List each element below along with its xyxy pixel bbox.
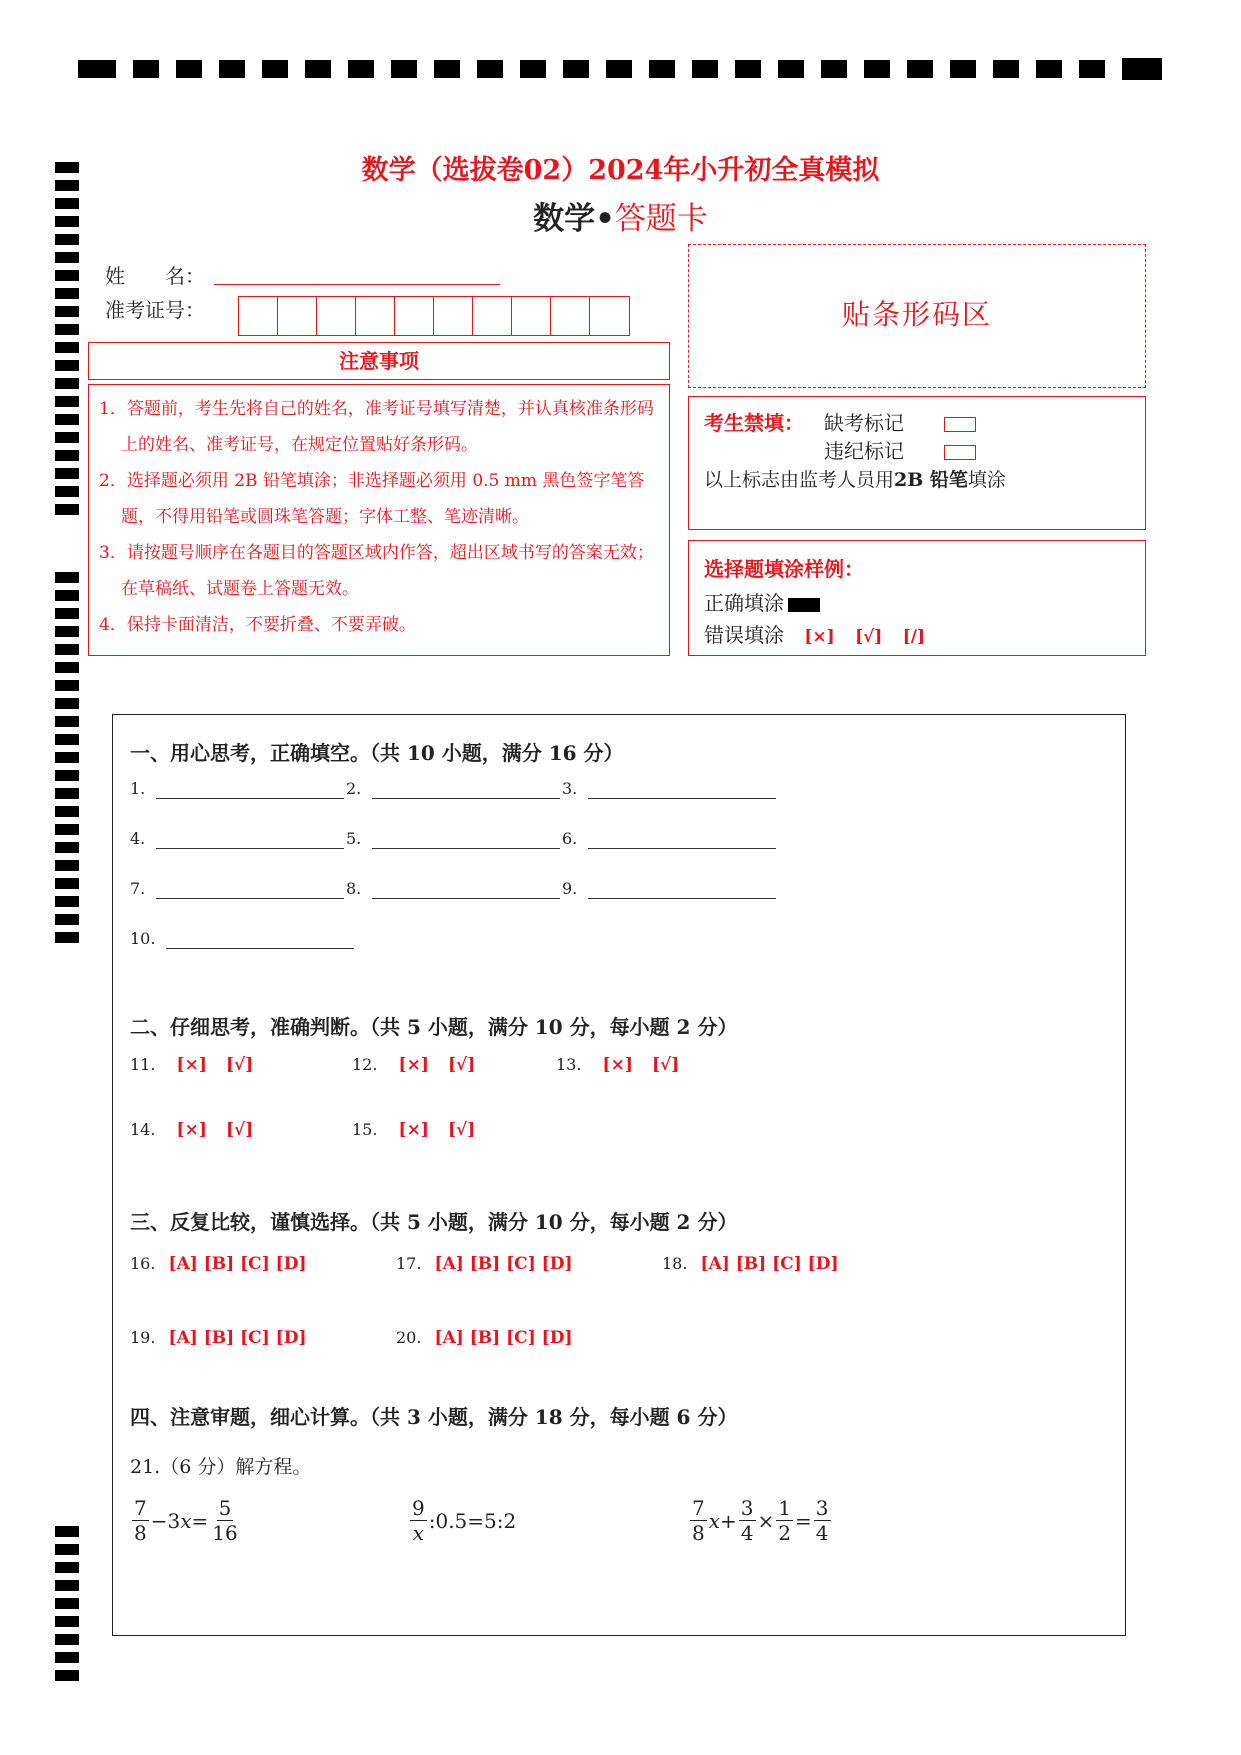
exam-title: 数学（选拔卷02）2024年小升初全真模拟	[361, 155, 880, 186]
blank-number: 3.	[562, 779, 578, 798]
judge-number: 14.	[130, 1120, 156, 1139]
wrong-option[interactable]: [×]	[398, 1120, 429, 1140]
equation-2: $\frac{9}{x}$ :0.5=5:2	[412, 1496, 517, 1545]
judge-number: 12.	[352, 1055, 378, 1074]
absent-mark[interactable]	[944, 417, 976, 432]
blank-line[interactable]	[156, 848, 344, 849]
blank-line[interactable]	[166, 948, 354, 949]
name-field[interactable]	[214, 284, 500, 285]
right-option[interactable]: [√]	[651, 1055, 680, 1075]
choice-item	[130, 1328, 306, 1348]
equation-3: $\frac{7}{8}$ x+ $\frac{3}{4}$ × $\frac{1}{2}$ = $\frac{3}{4}$	[692, 1496, 829, 1545]
notice-box	[88, 384, 670, 656]
barcode-area: 贴条形码区	[688, 244, 1146, 388]
name-label: 姓 名：	[105, 264, 205, 288]
forbidden-note-prefix: 以上标志由监考人员用	[704, 469, 895, 491]
blank-number: 9.	[562, 879, 578, 898]
exam-id-label: 准考证号：	[105, 298, 205, 322]
judge-item	[130, 1120, 253, 1140]
section1-title: 一、用心思考，正确填空。（共 10 小题，满分 16 分）	[130, 741, 624, 765]
wrong-option[interactable]: [×]	[602, 1055, 633, 1075]
blank-number: 6.	[562, 829, 578, 848]
forbidden-box	[688, 396, 1146, 530]
blank-number: 7.	[130, 879, 146, 898]
blank-number: 8.	[346, 879, 362, 898]
choice-options[interactable]: [A] [B] [C] [D]	[434, 1254, 573, 1274]
judge-number: 13.	[556, 1055, 582, 1074]
blank-line[interactable]	[588, 898, 776, 899]
choice-item	[396, 1254, 572, 1274]
section4-title: 四、注意审题，细心计算。（共 3 小题，满分 18 分，每小题 6 分）	[130, 1405, 738, 1429]
right-option[interactable]: [√]	[225, 1055, 254, 1075]
blank-line[interactable]	[372, 848, 560, 849]
correct-fill-sample	[788, 598, 820, 612]
wrong-fill-sample: [/]	[902, 627, 925, 647]
choice-item	[396, 1328, 572, 1348]
judge-item	[352, 1055, 475, 1075]
judge-item	[130, 1055, 253, 1075]
judge-item	[352, 1120, 475, 1140]
choice-options[interactable]: [A] [B] [C] [D]	[434, 1328, 573, 1348]
card-title	[0, 193, 1241, 238]
exam-id-boxes[interactable]	[238, 296, 630, 336]
choice-number: 18.	[662, 1254, 688, 1273]
section3-title: 三、反复比较，谨慎选择。（共 5 小题，满分 10 分，每小题 2 分）	[130, 1210, 738, 1234]
right-option[interactable]: [√]	[225, 1120, 254, 1140]
notice-item: 2．选择题必须用 2B 铅笔填涂；非选择题必须用 0.5 mm 黑色签字笔答题，不得用铅笔或圆珠笔答题；字体工整、笔迹清晰。	[99, 471, 645, 527]
notice-title: 注意事项	[88, 342, 670, 380]
forbidden-note-suffix: 填涂	[967, 469, 1006, 491]
judge-number: 11.	[130, 1055, 156, 1074]
wrong-option[interactable]: [×]	[176, 1120, 207, 1140]
forbidden-title: 考生禁填：	[704, 411, 804, 435]
blank-number: 2.	[346, 779, 362, 798]
blank-line[interactable]	[156, 898, 344, 899]
wrong-fill-label: 错误填涂	[704, 623, 784, 647]
judge-item	[556, 1055, 679, 1075]
card-title-subject: 数学•	[533, 201, 615, 237]
blank-line[interactable]	[372, 798, 560, 799]
blank-number: 4.	[130, 829, 146, 848]
choice-item	[662, 1254, 838, 1274]
choice-options[interactable]: [A] [B] [C] [D]	[168, 1328, 307, 1348]
question-21: 21.（6 分）解方程。	[130, 1456, 312, 1478]
wrong-option[interactable]: [×]	[176, 1055, 207, 1075]
notice-item: 3．请按题号顺序在各题目的答题区域内作答，超出区域书写的答案无效；在草稿纸、试题卷上答题无效。	[99, 543, 654, 599]
notice-item: 1．答题前，考生先将自己的姓名，准考证号填写清楚，并认真核准条形码上的姓名、准考证号，在规定位置贴好条形码。	[99, 399, 654, 455]
right-option[interactable]: [√]	[447, 1120, 476, 1140]
wrong-option[interactable]: [×]	[398, 1055, 429, 1075]
violation-mark[interactable]	[944, 445, 976, 460]
choice-number: 19.	[130, 1328, 156, 1347]
sample-box	[688, 540, 1146, 656]
absent-label: 缺考标记	[824, 411, 904, 435]
sample-title: 选择题填涂样例：	[704, 557, 864, 581]
choice-options[interactable]: [A] [B] [C] [D]	[700, 1254, 839, 1274]
blank-line[interactable]	[156, 798, 344, 799]
equation-1: $\frac{7}{8}$ −3x= $\frac{5}{16}$	[134, 1496, 238, 1545]
wrong-fill-sample: [√]	[855, 627, 883, 647]
answer-area	[112, 714, 1126, 1636]
forbidden-note-bold: 2B 铅笔	[894, 469, 968, 491]
blank-number: 1.	[130, 779, 146, 798]
blank-number: 10.	[130, 929, 156, 948]
violation-label: 违纪标记	[824, 439, 904, 463]
blank-line[interactable]	[588, 848, 776, 849]
choice-item	[130, 1254, 306, 1274]
right-option[interactable]: [√]	[447, 1055, 476, 1075]
notice-item: 4．保持卡面清洁，不要折叠、不要弄破。	[99, 615, 416, 635]
choice-number: 16.	[130, 1254, 156, 1273]
judge-number: 15.	[352, 1120, 378, 1139]
section2-title: 二、仔细思考，准确判断。（共 5 小题，满分 10 分，每小题 2 分）	[130, 1015, 738, 1039]
choice-number: 20.	[396, 1328, 422, 1347]
blank-line[interactable]	[588, 798, 776, 799]
correct-fill-label: 正确填涂	[704, 591, 784, 615]
choice-number: 17.	[396, 1254, 422, 1273]
choice-options[interactable]: [A] [B] [C] [D]	[168, 1254, 307, 1274]
card-title-answer-sheet: 答题卡	[614, 201, 708, 237]
wrong-fill-sample: [×]	[804, 627, 835, 647]
blank-number: 5.	[346, 829, 362, 848]
blank-line[interactable]	[372, 898, 560, 899]
